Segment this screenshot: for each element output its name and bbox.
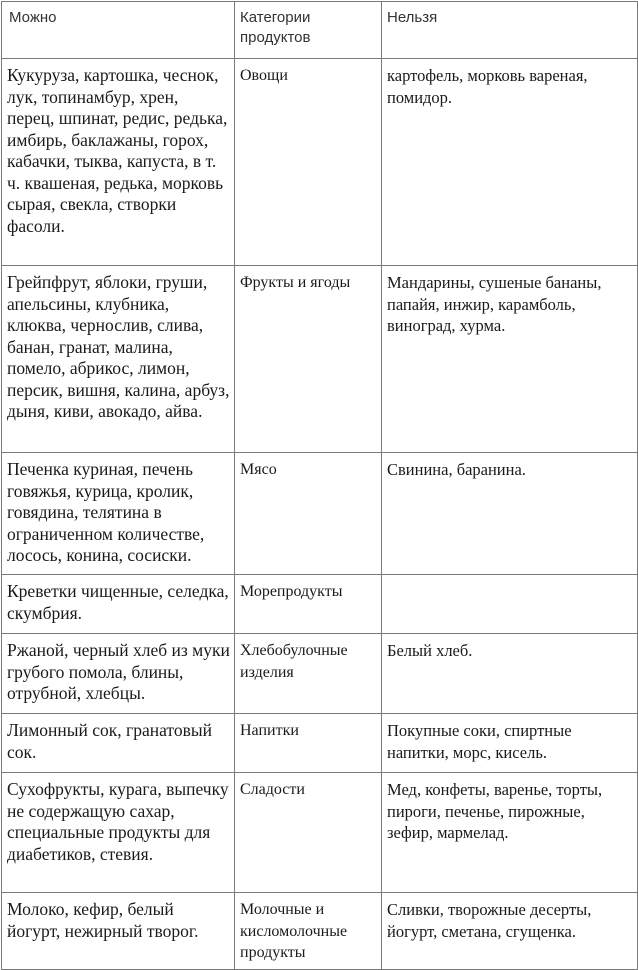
allowed-cell: Сухофрукты, курага, выпечку не содержащую сахар, специальные продукты для диабетиков, стевия. <box>2 773 235 893</box>
category-cell: Молочные и кисломолочные продукты <box>235 893 382 970</box>
table-row-seafood <box>2 575 638 634</box>
forbidden-cell: Мед, конфеты, варенье, торты, пироги, печенье, пирожные, зефир, мармелад. <box>382 773 638 893</box>
diet-food-table <box>1 1 638 970</box>
category-cell: Морепродукты <box>235 575 382 634</box>
category-cell: Овощи <box>235 59 382 266</box>
table-row-meat <box>2 453 638 575</box>
header-category: Категории продуктов <box>235 2 382 59</box>
table-row-sweets <box>2 773 638 893</box>
allowed-cell: Кукуруза, картошка, чеснок, лук, топинамбур, хрен, перец, шпинат, редис, редька, имбирь, баклажаны, горох, кабачки, тыква, капуста, в т. ч. квашеная, редька, морковь сырая, свекла, створки фасоли. <box>2 59 235 266</box>
header-allowed: Можно <box>2 2 235 59</box>
allowed-cell: Печенка куриная, печень говяжья, курица, кролик, говядина, телятина в ограниченном количестве, лосось, конина, сосиски. <box>2 453 235 575</box>
forbidden-cell: Мандарины, сушеные бананы, папайя, инжир, карамболь, виноград, хурма. <box>382 266 638 453</box>
allowed-cell: Лимонный сок, гранатовый сок. <box>2 714 235 773</box>
forbidden-cell: Сливки, творожные десерты, йогурт, сметана, сгущенка. <box>382 893 638 970</box>
category-cell: Фрукты и ягоды <box>235 266 382 453</box>
forbidden-cell: Белый хлеб. <box>382 634 638 714</box>
header-forbidden: Нельзя <box>382 2 638 59</box>
forbidden-cell: Свинина, баранина. <box>382 453 638 575</box>
table-row-fruits <box>2 266 638 453</box>
table-row-dairy <box>2 893 638 970</box>
category-cell: Напитки <box>235 714 382 773</box>
table-row-drinks <box>2 714 638 773</box>
category-cell: Мясо <box>235 453 382 575</box>
category-cell: Сладости <box>235 773 382 893</box>
allowed-cell: Молоко, кефир, белый йогурт, нежирный творог. <box>2 893 235 970</box>
category-cell: Хлебобулочные изделия <box>235 634 382 714</box>
allowed-cell: Креветки чищенные, селедка, скумбрия. <box>2 575 235 634</box>
table-row-bakery <box>2 634 638 714</box>
table-row-vegetables <box>2 59 638 266</box>
allowed-cell: Ржаной, черный хлеб из муки грубого помола, блины, отрубной, хлебцы. <box>2 634 235 714</box>
allowed-cell: Грейпфрут, яблоки, груши, апельсины, клубника, клюква, чернослив, слива, банан, гранат, малина, помело, абрикос, лимон, персик, вишня, калина, арбуз, дыня, киви, авокадо, айва. <box>2 266 235 453</box>
forbidden-cell: Покупные соки, спиртные напитки, морс, кисель. <box>382 714 638 773</box>
forbidden-cell: картофель, морковь вареная, помидор. <box>382 59 638 266</box>
forbidden-cell <box>382 575 638 634</box>
table-header-row <box>2 2 638 59</box>
